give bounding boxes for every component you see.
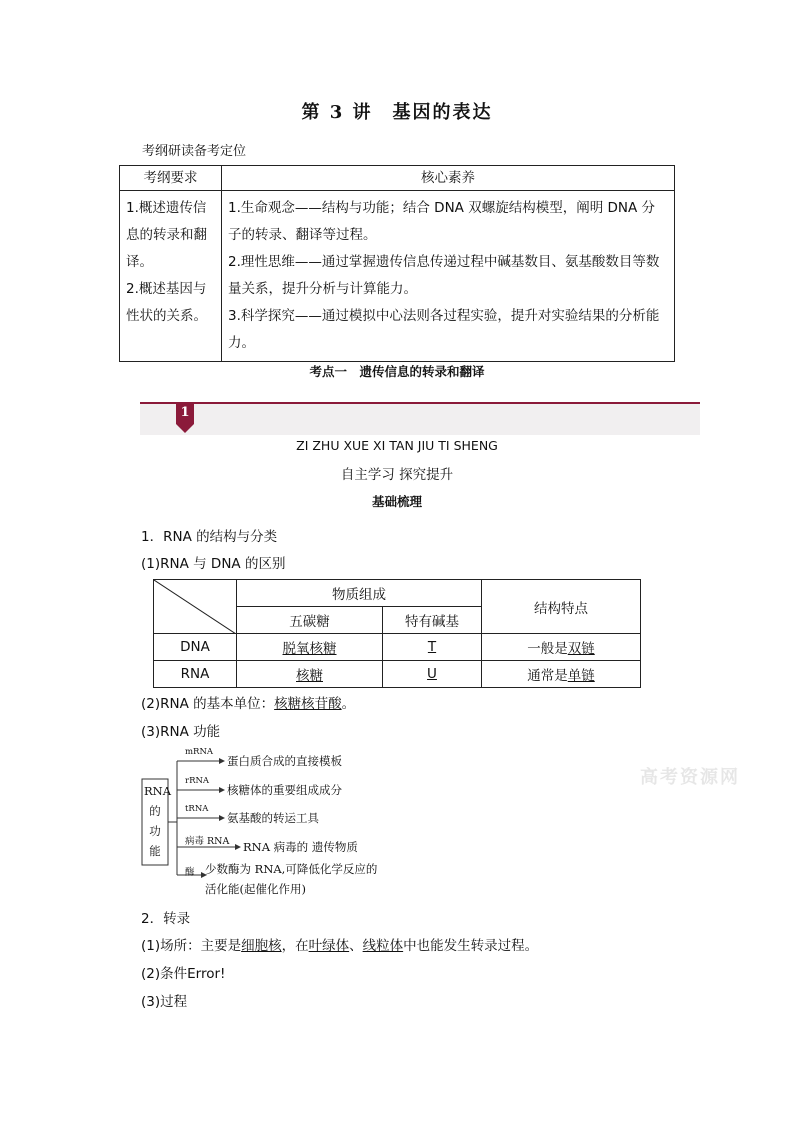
table-row	[154, 634, 641, 661]
site-answer: 细胞核	[241, 938, 282, 954]
func-label: tRNA	[185, 804, 209, 814]
pinyin-heading: ZI ZHU XUE XI TAN JIU TI SHENG	[296, 438, 498, 453]
subsection-heading: 基础梳理	[371, 494, 422, 509]
rna-unit-answer: 核糖核苷酸	[274, 696, 342, 712]
site-answer: 叶绿体	[308, 938, 350, 954]
section-band	[140, 402, 700, 435]
func-label: 酶	[185, 867, 195, 878]
rna-dna-table	[153, 579, 641, 688]
func-text: 氨基酸的转运工具	[227, 811, 319, 825]
function-brackets	[141, 747, 501, 902]
site-text: 、	[349, 938, 363, 954]
site-text: (1)场所：主要是	[141, 938, 242, 954]
item-heading: 2．转录	[141, 911, 191, 927]
literacy-cell	[222, 191, 675, 362]
col-header-requirements: 考纲要求	[120, 166, 222, 191]
site-answer: 线粒体	[362, 938, 404, 954]
header-composition: 物质组成	[237, 580, 482, 607]
site-text: ，在	[281, 938, 309, 954]
transcription-site-line	[141, 934, 538, 954]
section-divider	[140, 402, 700, 404]
rna-function-diagram	[141, 747, 501, 902]
func-label: rRNA	[185, 776, 210, 786]
base-answer: U	[427, 666, 437, 682]
kaodian-heading: 考点一 遗传信息的转录和翻译	[309, 364, 485, 379]
requirement-item: 1.概述遗传信息的转录和翻译。	[126, 200, 207, 270]
diagonal-header-cell	[154, 580, 237, 634]
item-heading: 1．RNA 的结构与分类	[141, 529, 278, 545]
transcription-condition-line: (2)条件Error!	[141, 966, 226, 982]
badge-arrow-icon	[176, 424, 194, 433]
diagonal-line	[154, 580, 236, 634]
func-text: 活化能(起催化作用)	[205, 882, 306, 896]
page-title: 第 3 讲 基因的表达	[301, 102, 493, 123]
rna-unit-prefix: (2)RNA 的基本单位：	[141, 696, 275, 712]
header-base: 特有碱基	[383, 607, 482, 634]
func-text: 核糖体的重要组成成分	[227, 783, 342, 797]
section-label-gangyao: 考纲研读备考定位	[142, 144, 247, 159]
col-header-literacy: 核心素养	[222, 166, 675, 191]
box-char: 能	[149, 844, 161, 858]
literacy-item: 3.科学探究——通过模拟中心法则各过程实验，提升对实验结果的分析能力。	[228, 308, 660, 351]
watermark: 高考资源网	[640, 767, 740, 788]
requirements-cell	[120, 191, 222, 362]
header-sugar: 五碳糖	[237, 607, 383, 634]
box-char: 的	[149, 804, 161, 818]
requirement-item: 2.概述基因与性状的关系。	[126, 281, 207, 324]
header-structure: 结构特点	[482, 580, 641, 634]
requirements-table	[119, 165, 675, 362]
structure-answer: 通常是单链	[527, 668, 595, 684]
func-text: 少数酶为 RNA,可降低化学反应的	[205, 862, 378, 876]
rna-unit-line	[141, 692, 355, 712]
base-answer: T	[427, 639, 437, 655]
literacy-item: 2.理性思维——通过掌握遗传信息传递过程中碱基数目、氨基酸数目等数量关系，提升分析与计算能力。	[228, 254, 660, 297]
box-char: RNA	[144, 784, 172, 798]
func-label: mRNA	[185, 747, 214, 757]
sugar-answer: 脱氧核糖	[282, 641, 337, 657]
section-number-badge: 1	[176, 404, 194, 424]
literacy-item: 1.生命观念——结构与功能；结合 DNA 双螺旋结构模型，阐明 DNA 分子的转录、翻译等过程。	[228, 200, 656, 243]
rna-function-heading: (3)RNA 功能	[141, 724, 221, 740]
section-heading: 自主学习 探究提升	[340, 467, 454, 483]
function-box	[144, 781, 172, 861]
func-label: 病毒 RNA	[185, 836, 230, 847]
func-text: 蛋白质合成的直接模板	[227, 754, 342, 768]
func-text: RNA 病毒的 遗传物质	[243, 840, 358, 854]
structure-answer: 一般是双链	[527, 641, 595, 657]
rna-unit-suffix: 。	[341, 696, 356, 712]
box-char: 功	[149, 824, 161, 838]
transcription-process-line: (3)过程	[141, 994, 188, 1010]
table-row	[154, 661, 641, 688]
sugar-answer: 核糖	[296, 668, 323, 684]
row-name: RNA	[154, 661, 237, 688]
site-text: 中也能发生转录过程。	[403, 938, 539, 954]
item-subheading: (1)RNA 与 DNA 的区别	[141, 556, 286, 572]
row-name: DNA	[154, 634, 237, 661]
